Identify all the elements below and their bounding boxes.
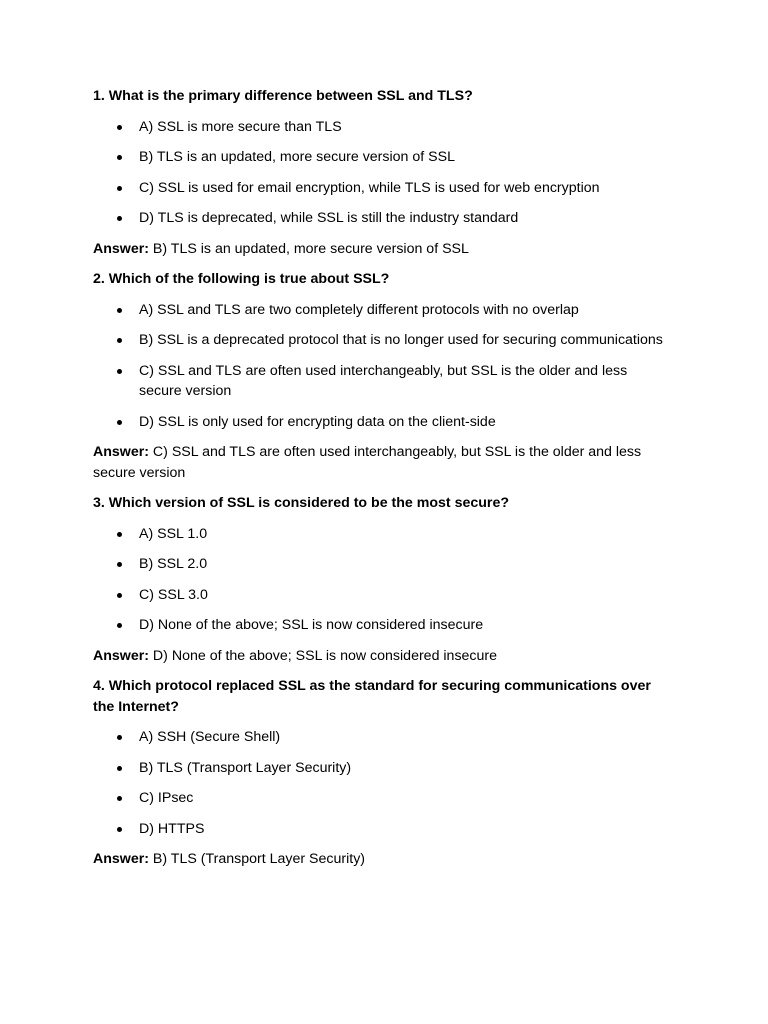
option-item <box>93 147 673 168</box>
option-text: C) IPsec <box>139 790 194 806</box>
bullet-icon <box>117 155 122 160</box>
option-text: C) SSL and TLS are often used interchangeably, but SSL is the older and less secure version <box>139 362 628 399</box>
option-text: B) TLS is an updated, more secure version of SSL <box>139 149 455 165</box>
bullet-icon <box>117 420 122 425</box>
option-text: A) SSL is more secure than TLS <box>139 118 342 135</box>
option-item <box>93 178 673 199</box>
answer-line <box>93 442 673 483</box>
answer-text: D) None of the above; SSL is now considered insecure <box>148 647 498 664</box>
option-list <box>93 300 673 433</box>
quiz-content <box>93 86 673 880</box>
option-text: A) SSH (Secure Shell) <box>139 729 281 745</box>
question-block <box>93 493 673 666</box>
bullet-icon <box>117 369 122 374</box>
option-item <box>93 554 673 575</box>
option-text: B) SSL 2.0 <box>139 556 208 572</box>
option-item <box>93 585 673 606</box>
option-text: B) TLS (Transport Layer Security) <box>139 759 352 776</box>
question-text: 3. Which version of SSL is considered to be the most secure? <box>93 495 510 511</box>
bullet-icon <box>117 623 122 628</box>
question-block <box>93 86 673 259</box>
bullet-icon <box>117 186 122 191</box>
option-item <box>93 300 673 321</box>
answer-text: C) SSL and TLS are often used interchangeably, but SSL is the older and less secure version <box>93 444 642 481</box>
answer-label: Answer: <box>93 851 149 867</box>
bullet-icon <box>117 796 122 801</box>
option-text: A) SSL and TLS are two completely different protocols with no overlap <box>139 301 579 318</box>
bullet-icon <box>117 216 122 221</box>
option-item <box>93 819 673 840</box>
bullet-icon <box>117 125 122 130</box>
option-text: B) SSL is a deprecated protocol that is no longer used for securing communications <box>139 332 663 348</box>
option-text: C) SSL is used for email encryption, while TLS is used for web encryption <box>139 179 600 196</box>
option-item <box>93 330 673 351</box>
option-item <box>93 615 673 636</box>
bullet-icon <box>117 532 122 537</box>
option-item <box>93 727 673 748</box>
answer-label: Answer: <box>93 240 149 257</box>
bullet-icon <box>117 562 122 567</box>
question-block <box>93 676 673 870</box>
option-item <box>93 788 673 809</box>
question-text: 4. Which protocol replaced SSL as the standard for securing communications over the Internet? <box>93 678 651 715</box>
bullet-icon <box>117 766 122 771</box>
bullet-icon <box>117 735 122 740</box>
option-item <box>93 412 673 433</box>
option-text: D) HTTPS <box>139 820 205 837</box>
option-text: D) TLS is deprecated, while SSL is still the industry standard <box>139 210 519 226</box>
option-text: C) SSL 3.0 <box>139 586 208 603</box>
answer-line <box>93 849 673 870</box>
option-item <box>93 208 673 229</box>
answer-text: B) TLS (Transport Layer Security) <box>148 851 366 867</box>
question-text: 1. What is the primary difference between SSL and TLS? <box>93 88 473 104</box>
option-item <box>93 758 673 779</box>
answer-text: B) TLS is an updated, more secure version of SSL <box>148 240 469 257</box>
bullet-icon <box>117 308 122 313</box>
option-text: A) SSL 1.0 <box>139 525 208 542</box>
bullet-icon <box>117 338 122 343</box>
option-item <box>93 361 673 402</box>
question-block <box>93 269 673 483</box>
answer-label: Answer: <box>93 647 149 664</box>
bullet-icon <box>117 827 122 832</box>
answer-line <box>93 646 673 667</box>
option-item <box>93 524 673 545</box>
option-text: D) SSL is only used for encrypting data on the client-side <box>139 413 496 430</box>
answer-label: Answer: <box>93 444 149 460</box>
question-text: 2. Which of the following is true about SSL? <box>93 271 390 287</box>
answer-line <box>93 239 673 260</box>
bullet-icon <box>117 593 122 598</box>
option-list <box>93 117 673 229</box>
option-text: D) None of the above; SSL is now considered insecure <box>139 617 484 633</box>
option-item <box>93 117 673 138</box>
option-list <box>93 524 673 636</box>
option-list <box>93 727 673 839</box>
